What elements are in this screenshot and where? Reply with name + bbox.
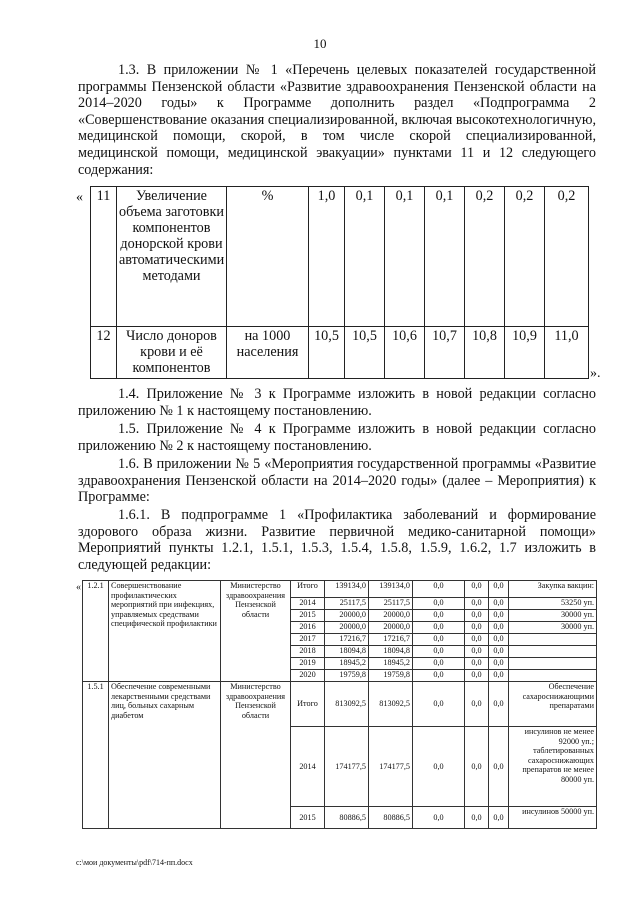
activity-result: 30000 уп. [509,622,597,634]
table-open-quote: « [76,190,83,205]
activity-total: 813092,5 [325,682,369,727]
activity-total: 174177,5 [325,727,369,807]
indicator-value: 10,5 [345,327,385,379]
activity-value: 0,0 [489,622,509,634]
paragraph-1-5: 1.5. Приложение № 4 к Программе изложить в новой редакции согласно приложению № 2 к настоящему постановлению. [78,421,596,454]
indicator-value: 0,1 [345,187,385,327]
indicator-value: 0,2 [465,187,505,327]
activity-year: 2017 [291,634,325,646]
activity-regional: 80886,5 [369,807,413,829]
activity-year: 2014 [291,727,325,807]
indicator-unit: на 1000 населения [227,327,309,379]
activity-row [83,581,597,598]
indicator-value: 11,0 [545,327,589,379]
activity-executor: Министерство здравоохранения Пензенской области [221,581,291,682]
activity-value: 0,0 [413,807,465,829]
activity-result: Обеспечение сахароснижающими препаратами [509,682,597,727]
activity-value: 0,0 [465,727,489,807]
indicator-name: Число доноров крови и её компонентов [117,327,227,379]
activity-regional: 174177,5 [369,727,413,807]
paragraph-1-6-1: 1.6.1. В подпрограмме 1 «Профилактика заболеваний и формирование здорового образа жизни. Развитие первичной медико-санитарной помощи» Мероприятий пункты 1.2.1, 1.5.1, 1.5.3, 1.5.4, 1.5.8, 1.5.9, 1.6.2, 1.7 изложить в следующей редакции: [78,507,596,573]
activity-value: 0,0 [489,610,509,622]
activity-year: 2014 [291,598,325,610]
activity-value: 0,0 [489,670,509,682]
activity-year: 2015 [291,610,325,622]
file-path: c:\мои документы\pdf\714-пп.docx [76,858,193,867]
activity-value: 0,0 [413,727,465,807]
activity-value: 0,0 [489,646,509,658]
activity-regional: 139134,0 [369,581,413,598]
activity-value: 0,0 [465,622,489,634]
activity-year: Итого [291,682,325,727]
activity-regional: 813092,5 [369,682,413,727]
activity-num: 1.5.1 [83,682,109,829]
activity-total: 139134,0 [325,581,369,598]
activity-result: 30000 уп. [509,610,597,622]
activity-value: 0,0 [465,581,489,598]
activity-result: Закупка вакцин: [509,581,597,598]
activity-regional: 17216,7 [369,634,413,646]
activity-total: 19759,8 [325,670,369,682]
activity-value: 0,0 [465,807,489,829]
activity-result: 53250 уп. [509,598,597,610]
activity-value: 0,0 [489,682,509,727]
activity-value: 0,0 [413,682,465,727]
activity-name: Совершенствование профилактических мероприятий при инфекциях, управляемых средствами специфической профилактики [109,581,221,682]
activity-value: 0,0 [465,646,489,658]
activity-value: 0,0 [413,622,465,634]
activity-value: 0,0 [413,581,465,598]
activity-year: 2020 [291,670,325,682]
activities-open-quote: « [76,582,81,593]
paragraph-1-3: 1.3. В приложении № 1 «Перечень целевых показателей государственной программы Пензенской области «Развитие здравоохранения Пензенской области на 2014–2020 годы» к Программе дополнить раздел «Подпрограмма 2 «Совершенствование оказания специализированной, включая высокотехнологичную, медицинской помощи, скорой, в том числе скорой специализированной, медицинской помощи, медицинской эвакуации» пунктами 11 и 12 следующего содержания: [78,62,596,178]
activity-regional: 20000,0 [369,622,413,634]
indicator-num: 12 [91,327,117,379]
activity-regional: 20000,0 [369,610,413,622]
activity-total: 18945,2 [325,658,369,670]
activity-result [509,646,597,658]
activity-regional: 19759,8 [369,670,413,682]
activity-value: 0,0 [465,658,489,670]
indicator-row [91,187,589,327]
indicators-table [90,186,589,379]
activity-value: 0,0 [413,598,465,610]
activity-regional: 25117,5 [369,598,413,610]
activity-total: 25117,5 [325,598,369,610]
activity-result: инсулинов 50000 уп. [509,807,597,829]
activity-value: 0,0 [413,658,465,670]
indicator-value: 10,9 [505,327,545,379]
activity-value: 0,0 [489,598,509,610]
activity-value: 0,0 [413,670,465,682]
activity-year: 2019 [291,658,325,670]
activity-year: 2018 [291,646,325,658]
activities-table [82,580,597,829]
activity-result: инсулинов не менее 92000 уп.; таблетированных сахароснижающих препаратов не менее 80000 уп. [509,727,597,807]
activity-num: 1.2.1 [83,581,109,682]
indicator-unit: % [227,187,309,327]
activity-year: 2016 [291,622,325,634]
indicator-name: Увеличение объема заготовки компонентов донорской крови автоматическими методами [117,187,227,327]
indicator-value: 0,2 [545,187,589,327]
activity-total: 18094,8 [325,646,369,658]
activity-regional: 18094,8 [369,646,413,658]
activity-value: 0,0 [465,610,489,622]
indicator-value: 10,8 [465,327,505,379]
activity-executor: Министерство здравоохранения Пензенской области [221,682,291,829]
activity-name: Обеспечение современными лекарственными средствами лиц, больных сахарным диабетом [109,682,221,829]
indicator-value: 0,1 [385,187,425,327]
activity-year: Итого [291,581,325,598]
activity-value: 0,0 [489,634,509,646]
activity-result [509,634,597,646]
activity-total: 17216,7 [325,634,369,646]
activity-total: 80886,5 [325,807,369,829]
activity-result [509,658,597,670]
activity-value: 0,0 [465,670,489,682]
indicator-value: 10,6 [385,327,425,379]
indicator-value: 1,0 [309,187,345,327]
activity-value: 0,0 [413,634,465,646]
activity-value: 0,0 [465,682,489,727]
indicator-row [91,327,589,379]
activity-total: 20000,0 [325,610,369,622]
paragraph-1-6: 1.6. В приложении № 5 «Мероприятия государственной программы «Развитие здравоохранения Пензенской области на 2014–2020 годы» (далее – Мероприятия) к Программе: [78,456,596,506]
activity-value: 0,0 [489,658,509,670]
activity-value: 0,0 [489,581,509,598]
activity-regional: 18945,2 [369,658,413,670]
indicator-value: 10,7 [425,327,465,379]
page-number: 10 [313,36,327,51]
activity-value: 0,0 [489,727,509,807]
paragraph-1-4: 1.4. Приложение № 3 к Программе изложить в новой редакции согласно приложению № 1 к настоящему постановлению. [78,386,596,419]
activity-total: 20000,0 [325,622,369,634]
indicator-value: 0,2 [505,187,545,327]
activity-row [83,682,597,727]
activity-result [509,670,597,682]
activity-value: 0,0 [413,646,465,658]
activity-value: 0,0 [465,598,489,610]
indicator-value: 10,5 [309,327,345,379]
activity-year: 2015 [291,807,325,829]
table-close-quote: ». [590,366,601,381]
indicator-value: 0,1 [425,187,465,327]
activity-value: 0,0 [489,807,509,829]
activity-value: 0,0 [413,610,465,622]
indicator-num: 11 [91,187,117,327]
activity-value: 0,0 [465,634,489,646]
